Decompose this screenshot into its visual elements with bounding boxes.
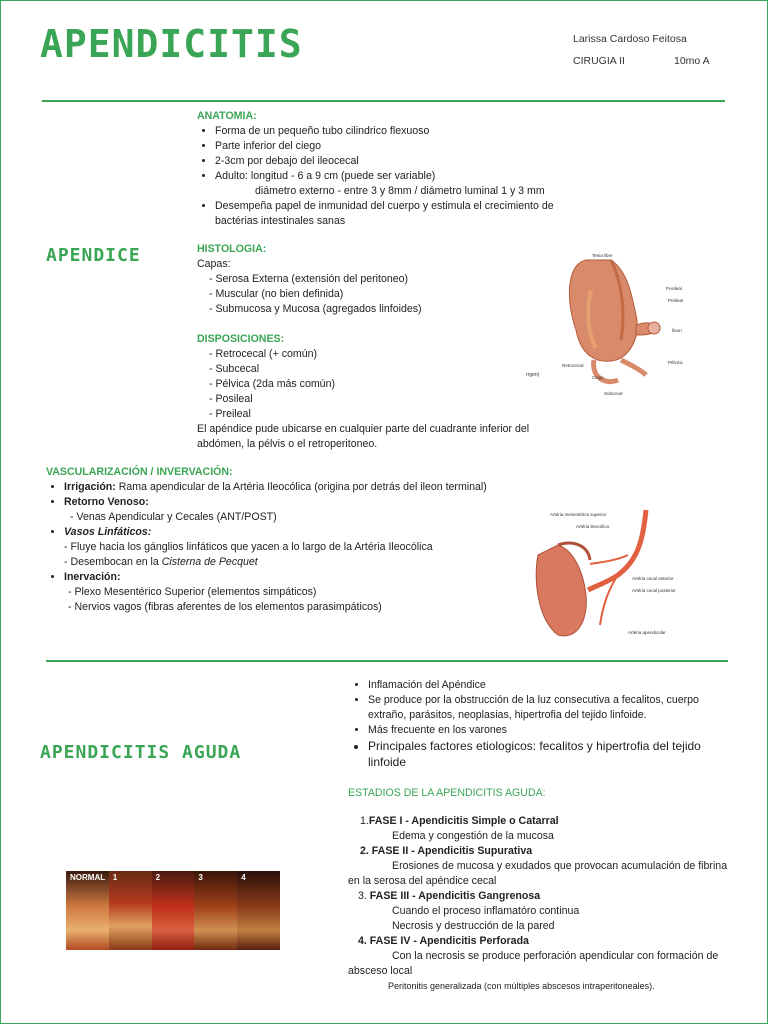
histologia-intro: Capas: (197, 258, 231, 270)
list-item: • Principales factores etiologicos: fecalitos y hipertrofia del tejido linfoide (368, 738, 730, 770)
list-item (64, 570, 496, 585)
ileum-opening (648, 322, 660, 334)
cisterna-text: Cisterna de Pecquet (161, 556, 258, 568)
list-item: - Pélvica (2da más común) (209, 378, 335, 390)
linfaticos-label: Vasos Linfáticos: (64, 526, 152, 538)
inervacion-text-2: - Nervios vagos (fibras aferentes de los elementos parasimpáticos) (68, 601, 382, 613)
fase-title: FASE I - Apendicitis Simple o Catarral (368, 815, 559, 827)
retorno-text: - Venas Apendicular y Cecales (ANT/POST) (70, 511, 277, 523)
fase-num: 2. (360, 845, 369, 857)
histologia-heading: HISTOLOGIA: (197, 243, 267, 255)
list-item: - Serosa Externa (extensión del peritoneo) (209, 273, 409, 285)
anatomia-list (197, 124, 577, 229)
stage-label: NORMAL (70, 873, 106, 882)
vascularizacion-heading: VASCULARIZACIÓN / INVERVACIÓN: (46, 466, 233, 478)
fig-label-ileon: Íleon (672, 328, 682, 333)
linfaticos-text-2-pre: - Desembocan en la (64, 556, 162, 568)
linfaticos-text-2 (46, 555, 496, 570)
list-item: • Más frecuente en los varones (368, 723, 730, 738)
list-item: • Parte inferior del ciego (215, 139, 577, 154)
fase-num: 1. (360, 815, 369, 827)
list-item: • Inflamación del Apéndice (368, 678, 730, 693)
fig-label-apendicular: Artéria apendicular (628, 630, 666, 635)
inervacion-text-1: - Plexo Mesentérico Superior (elementos simpáticos) (68, 586, 317, 598)
inervacion-label: Inervación: (64, 571, 121, 583)
list-item (64, 495, 496, 510)
cecum-shape (569, 260, 637, 361)
fase-num: 4. (358, 935, 367, 947)
list-item (215, 169, 577, 199)
anatomia-block (197, 109, 577, 229)
fase-1-title (348, 814, 738, 829)
list-item (64, 480, 496, 495)
vascularizacion-list (46, 480, 496, 510)
page-title: APENDICITIS (40, 22, 303, 66)
stage-normal (66, 871, 109, 950)
fase-3-desc-2: Necrosis y destrucción de la pared (392, 920, 555, 932)
appendix-pelvica (621, 360, 646, 375)
irrigacion-label: Irrigación: (64, 481, 116, 493)
fig-label-posileal: Posileal (666, 286, 682, 291)
fase-3-title (348, 889, 738, 904)
list-item: • Forma de un pequeño tubo cilindrico flexuoso (215, 124, 577, 139)
vascularizacion-list-3 (46, 570, 496, 585)
stage-4 (237, 871, 280, 950)
divider-top (42, 100, 725, 102)
disposiciones-block (197, 332, 557, 452)
appendicitis-stages-image (66, 871, 280, 950)
disposiciones-note: El apéndice pude ubicarse en cualquier parte del cuadrante inferior del abdómen, la pélvis o el retroperitoneo. (197, 423, 530, 450)
fig-label-retrocecal: Retrocecal (562, 363, 584, 368)
grade-label: 10mo A (674, 55, 710, 67)
section-label-aguda: APENDICITIS AGUDA (40, 742, 242, 763)
fig-label-cecal-anterior: Artéria cecal anterior (632, 576, 674, 581)
fig-label-preileal: Preileal (668, 298, 684, 303)
fases-block (348, 814, 738, 994)
disposiciones-heading: DISPOSICIONES: (197, 333, 285, 345)
list-item (64, 525, 496, 540)
fase-2-title (348, 844, 738, 859)
fase-2-desc: Erosiones de mucosa y exudados que provocan acumulación de fibrina en la serosa del apéndice cecal (348, 860, 728, 887)
peritonitis-text: Peritonitis generalizada (con múltiples abscesos intraperitoneales). (388, 981, 655, 991)
fig-label-cecal-posterior: Artéria cecal posterior (632, 588, 676, 593)
list-item: - Preileal (209, 408, 251, 420)
course-name: CIRUGIA II (573, 55, 625, 67)
stage-label: 3 (198, 873, 203, 882)
list-item: • Se produce por la obstrucción de la luz consecutiva a fecalitos, cuerpo extraño, parásitos, neoplasias, hipertrofia del tejido linfoide. (368, 693, 730, 723)
list-item: - Retrocecal (+ común) (209, 348, 318, 360)
stage-2 (152, 871, 195, 950)
histologia-block (197, 242, 517, 317)
list-item: - Posileal (209, 393, 253, 405)
retorno-label: Retorno Venoso: (64, 496, 149, 508)
fig-label-tenia: Tenia libre (592, 253, 613, 258)
fig-label-ciego: Ciego (592, 375, 604, 380)
fig-label-ileocolica: Artéria ileocólica (576, 524, 610, 529)
adulto-text: Adulto: longitud - 6 a 9 cm (puede ser variable) (215, 170, 436, 182)
fase-1-desc: Edema y congestión de la mucosa (392, 830, 554, 842)
fig-label-pelvica: Pélvica (668, 360, 683, 365)
list-item: - Submucosa y Mucosa (agregados linfoides) (209, 303, 422, 315)
vascularizacion-list-2 (46, 525, 496, 540)
fase-title: FASE IV - Apendicitis Perforada (369, 935, 529, 947)
fig-label-subcecal: Subcecal (604, 391, 623, 396)
fig-label-cut: rrgen) (526, 372, 540, 378)
fig-label-mesenterica: Artéria mesentérica superior (550, 512, 607, 517)
linfaticos-text-1: - Fluye hacia los gánglios linfáticos que yacen a lo largo de la Artéria Ileocólica (64, 541, 433, 553)
section-label-apendice: APENDICE (46, 245, 141, 266)
vascularizacion-block (46, 465, 496, 615)
aguda-block (350, 678, 730, 770)
fase-title: FASE III - Apendicitis Gangrenosa (369, 890, 541, 902)
fase-3-desc-1: Cuando el proceso inflamatóro continua (392, 905, 580, 917)
stage-label: 1 (112, 873, 118, 882)
irrigacion-text: Rama apendicular de la Artéria Ileocólica (origina por detrás del ileon terminal) (115, 481, 487, 493)
fase-4-desc: Con la necrosis se produce perforación apendicular con formación de absceso local (348, 950, 719, 977)
artery-branch-2 (590, 555, 628, 564)
cecum-vascular (536, 545, 586, 636)
stage-label: 2 (155, 873, 161, 882)
list-item: - Subcecal (209, 363, 260, 375)
list-item: • 2-3cm por debajo del ileocecal (215, 154, 577, 169)
divider-middle (46, 660, 728, 662)
fase-num: 3. (358, 890, 367, 902)
author-name: Larissa Cardoso Feitosa (573, 33, 687, 45)
vascular-figure (528, 500, 688, 645)
list-item: • Desempeña papel de inmunidad del cuerpo y estimula el crecimiento de bactérias intestinales sanas (215, 199, 577, 229)
estadios-heading: ESTADIOS DE LA APENDICITIS AGUDA: (348, 787, 546, 799)
aguda-list (350, 678, 730, 770)
anatomia-heading: ANATOMIA: (197, 110, 257, 122)
appendix-positions-figure (526, 240, 710, 410)
stage-1 (109, 871, 152, 950)
diametro-text: diámetro externo - entre 3 y 8mm / diámetro luminal 1 y 3 mm (255, 185, 545, 197)
fase-title: FASE II - Apendicitis Supurativa (371, 845, 533, 857)
stage-label: 4 (241, 873, 246, 882)
fase-4-title (348, 934, 738, 949)
stage-3 (194, 871, 237, 950)
list-item: - Muscular (no bien definida) (209, 288, 344, 300)
